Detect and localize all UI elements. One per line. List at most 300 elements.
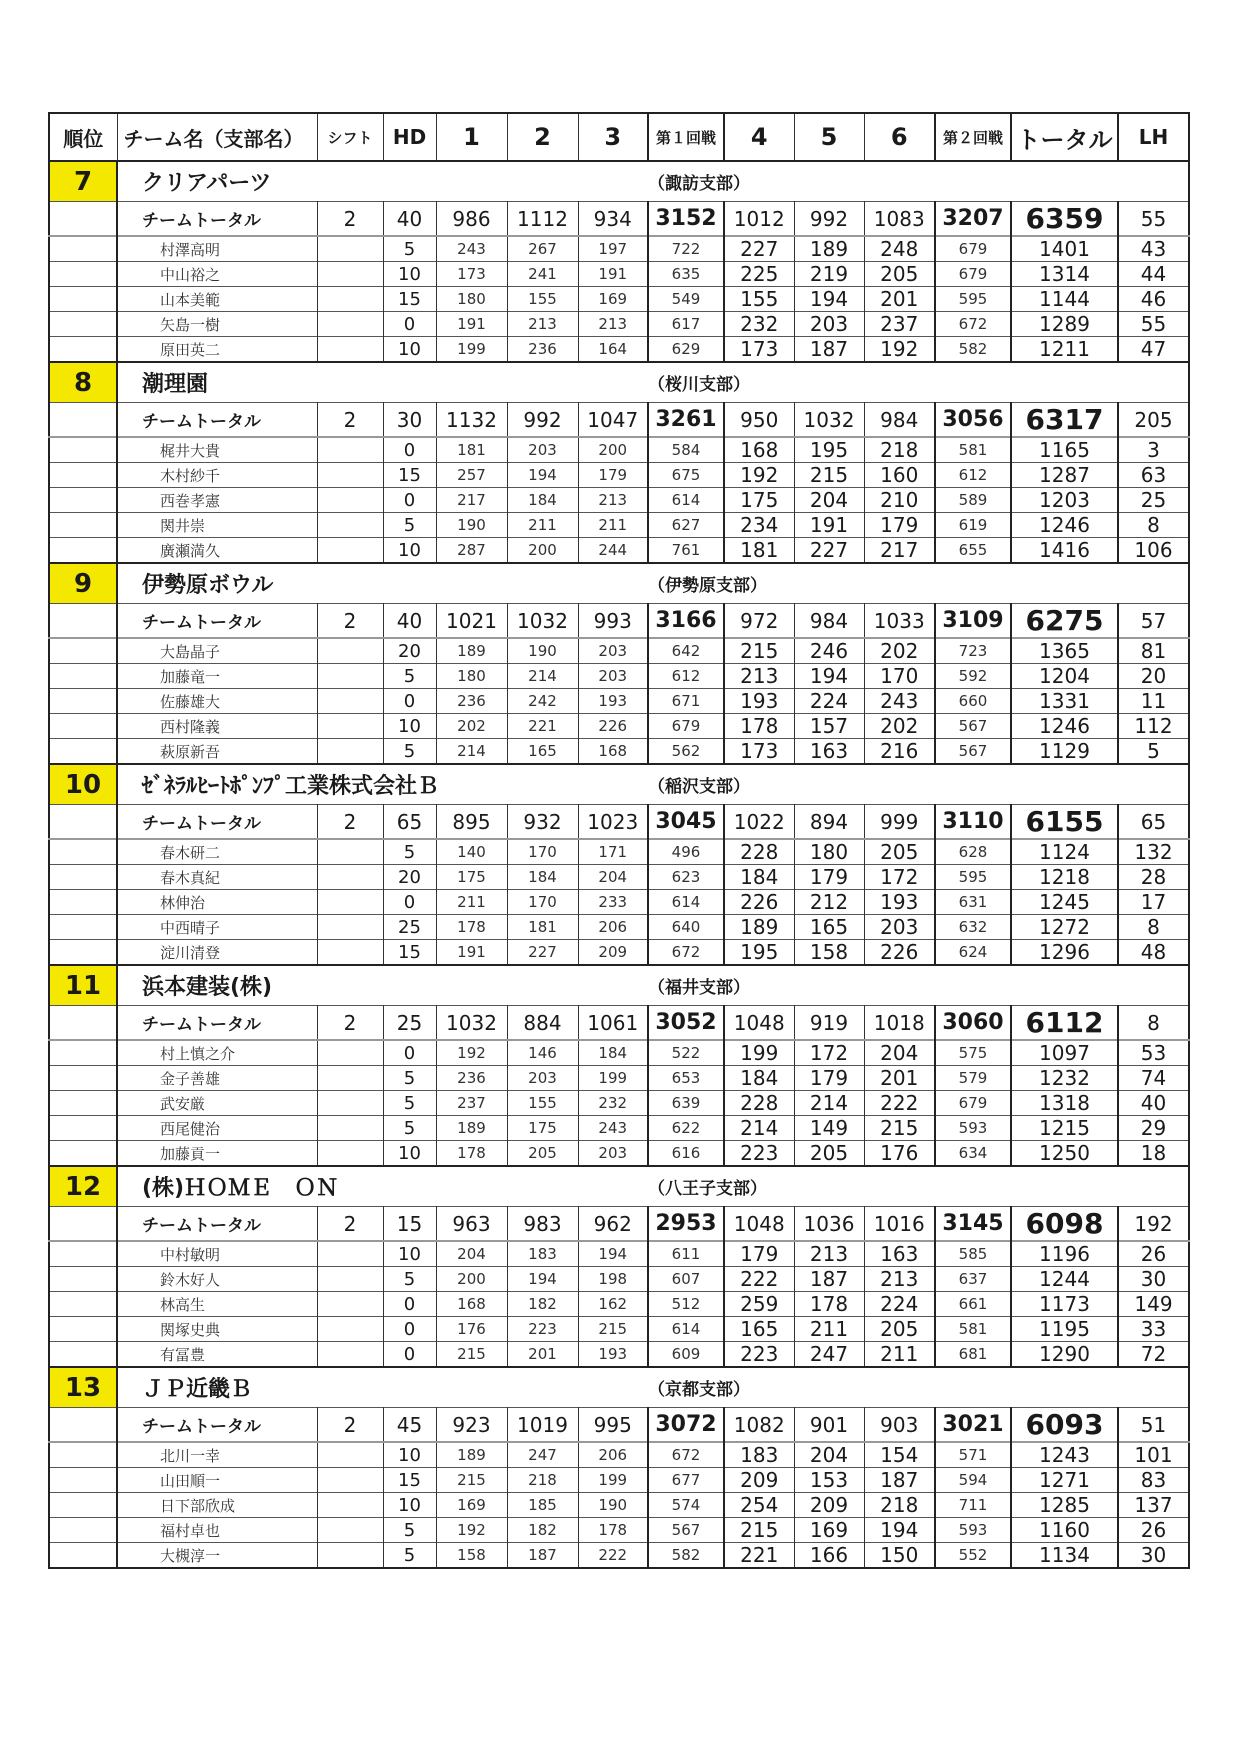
player-row (49, 1141, 1189, 1167)
team-game-5: 1036 (794, 1207, 864, 1242)
player-game-2: 187 (507, 1543, 578, 1569)
player-total: 1314 (1011, 262, 1118, 287)
player-hd: 0 (383, 689, 436, 714)
player-hd: 5 (383, 839, 436, 865)
player-hd: 0 (383, 1342, 436, 1368)
rank-empty-cell (49, 287, 117, 312)
player-hd: 5 (383, 1091, 436, 1116)
player-game-1: 191 (436, 940, 507, 966)
team-game-1: 986 (436, 202, 507, 237)
rank-empty-cell (49, 689, 117, 714)
player-round-1: 609 (648, 1342, 724, 1368)
player-hd: 10 (383, 1493, 436, 1518)
player-game-2: 185 (507, 1493, 578, 1518)
team-round-1: 3166 (648, 604, 724, 639)
player-game-5: 187 (794, 337, 864, 363)
player-total: 1318 (1011, 1091, 1118, 1116)
player-game-3: 164 (578, 337, 648, 363)
player-game-1: 215 (436, 1342, 507, 1368)
player-hd: 5 (383, 1543, 436, 1569)
player-lh: 29 (1118, 1116, 1189, 1141)
player-game-6: 201 (864, 287, 935, 312)
team-row (49, 161, 1189, 202)
player-round-2: 593 (935, 1116, 1011, 1141)
team-row (49, 965, 1189, 1006)
player-game-1: 189 (436, 1116, 507, 1141)
player-shift (317, 664, 383, 689)
branch-name: （福井支部） (648, 965, 1189, 1006)
team-shift: 2 (317, 1207, 383, 1242)
player-game-5: 213 (794, 1241, 864, 1267)
player-row (49, 1241, 1189, 1267)
player-game-4: 222 (724, 1267, 794, 1292)
team-hd: 45 (383, 1408, 436, 1443)
team-game-6: 1018 (864, 1006, 935, 1041)
player-game-1: 202 (436, 714, 507, 739)
player-game-5: 179 (794, 1066, 864, 1091)
player-game-4: 223 (724, 1342, 794, 1368)
player-shift (317, 287, 383, 312)
player-round-1: 672 (648, 940, 724, 966)
team-game-1: 895 (436, 805, 507, 840)
player-round-1: 616 (648, 1141, 724, 1167)
team-round-1: 3261 (648, 403, 724, 438)
player-game-2: 165 (507, 739, 578, 765)
player-game-1: 192 (436, 1518, 507, 1543)
player-lh: 137 (1118, 1493, 1189, 1518)
header-team-name: チーム名（支部名） (117, 113, 317, 161)
player-game-5: 163 (794, 739, 864, 765)
player-hd: 0 (383, 890, 436, 915)
team-round-1: 3152 (648, 202, 724, 237)
player-hd: 5 (383, 739, 436, 765)
player-game-3: 226 (578, 714, 648, 739)
player-game-4: 184 (724, 865, 794, 890)
player-game-3: 200 (578, 437, 648, 463)
player-name: 中村敏明 (117, 1241, 317, 1267)
player-game-4: 259 (724, 1292, 794, 1317)
player-game-6: 192 (864, 337, 935, 363)
player-round-2: 672 (935, 312, 1011, 337)
player-hd: 5 (383, 513, 436, 538)
player-hd: 10 (383, 337, 436, 363)
team-game-6: 1083 (864, 202, 935, 237)
team-round-2: 3207 (935, 202, 1011, 237)
player-shift (317, 915, 383, 940)
player-name: 中西晴子 (117, 915, 317, 940)
player-game-1: 178 (436, 915, 507, 940)
team-game-1: 963 (436, 1207, 507, 1242)
player-lh: 30 (1118, 1267, 1189, 1292)
player-total: 1246 (1011, 513, 1118, 538)
player-row (49, 1342, 1189, 1368)
player-total: 1271 (1011, 1468, 1118, 1493)
player-game-6: 248 (864, 236, 935, 262)
player-shift (317, 1267, 383, 1292)
player-row (49, 1116, 1189, 1141)
player-round-1: 635 (648, 262, 724, 287)
player-row (49, 865, 1189, 890)
player-game-1: 158 (436, 1543, 507, 1569)
player-round-1: 627 (648, 513, 724, 538)
player-game-5: 153 (794, 1468, 864, 1493)
player-lh: 8 (1118, 513, 1189, 538)
player-game-2: 218 (507, 1468, 578, 1493)
player-game-5: 214 (794, 1091, 864, 1116)
team-game-3: 934 (578, 202, 648, 237)
team-shift: 2 (317, 1006, 383, 1041)
player-game-6: 194 (864, 1518, 935, 1543)
player-total: 1250 (1011, 1141, 1118, 1167)
player-row (49, 1267, 1189, 1292)
player-round-1: 584 (648, 437, 724, 463)
player-round-2: 581 (935, 1317, 1011, 1342)
player-shift (317, 437, 383, 463)
player-game-3: 169 (578, 287, 648, 312)
rank-empty-cell (49, 1493, 117, 1518)
player-game-6: 213 (864, 1267, 935, 1292)
player-game-6: 211 (864, 1342, 935, 1368)
team-hd: 40 (383, 202, 436, 237)
player-game-1: 173 (436, 262, 507, 287)
team-grand-total: 6093 (1011, 1408, 1118, 1443)
player-round-2: 679 (935, 262, 1011, 287)
player-hd: 5 (383, 1267, 436, 1292)
player-hd: 10 (383, 1442, 436, 1468)
player-game-5: 178 (794, 1292, 864, 1317)
player-name: 福村卓也 (117, 1518, 317, 1543)
player-game-2: 236 (507, 337, 578, 363)
player-total: 1204 (1011, 664, 1118, 689)
player-game-5: 191 (794, 513, 864, 538)
team-total-label: チームトータル (117, 1207, 317, 1242)
player-game-4: 193 (724, 689, 794, 714)
player-round-1: 639 (648, 1091, 724, 1116)
player-game-2: 221 (507, 714, 578, 739)
team-game-2: 884 (507, 1006, 578, 1041)
player-round-1: 614 (648, 488, 724, 513)
player-shift (317, 1543, 383, 1569)
player-round-1: 614 (648, 890, 724, 915)
player-round-2: 679 (935, 236, 1011, 262)
player-game-5: 227 (794, 538, 864, 564)
rank-empty-cell (49, 236, 117, 262)
player-game-6: 205 (864, 1317, 935, 1342)
team-shift: 2 (317, 604, 383, 639)
team-total-label: チームトータル (117, 604, 317, 639)
rank-empty-cell (49, 714, 117, 739)
player-shift (317, 739, 383, 765)
player-row (49, 689, 1189, 714)
team-name: 潮理園 (117, 362, 648, 403)
branch-name: （伊勢原支部） (648, 563, 1189, 604)
player-round-2: 634 (935, 1141, 1011, 1167)
player-game-1: 192 (436, 1040, 507, 1066)
player-game-3: 191 (578, 262, 648, 287)
player-game-1: 236 (436, 689, 507, 714)
player-row (49, 664, 1189, 689)
rank-empty-cell (49, 890, 117, 915)
team-game-6: 984 (864, 403, 935, 438)
player-game-1: 168 (436, 1292, 507, 1317)
player-lh: 106 (1118, 538, 1189, 564)
player-shift (317, 463, 383, 488)
player-lh: 81 (1118, 638, 1189, 664)
player-lh: 5 (1118, 739, 1189, 765)
player-round-1: 653 (648, 1066, 724, 1091)
player-lh: 44 (1118, 262, 1189, 287)
player-name: 大槻淳一 (117, 1543, 317, 1569)
player-game-4: 215 (724, 1518, 794, 1543)
player-row (49, 1442, 1189, 1468)
player-name: 加藤竜一 (117, 664, 317, 689)
player-game-1: 214 (436, 739, 507, 765)
player-game-5: 172 (794, 1040, 864, 1066)
player-hd: 25 (383, 915, 436, 940)
rank-empty-cell (49, 538, 117, 564)
player-game-5: 166 (794, 1543, 864, 1569)
team-total-row (49, 604, 1189, 639)
team-total-row (49, 805, 1189, 840)
rank-empty-cell (49, 664, 117, 689)
team-name: 伊勢原ボウル (117, 563, 648, 604)
player-row (49, 714, 1189, 739)
branch-name: （桜川支部） (648, 362, 1189, 403)
player-game-2: 181 (507, 915, 578, 940)
player-row (49, 739, 1189, 765)
player-hd: 0 (383, 312, 436, 337)
rank-empty-cell (49, 940, 117, 966)
player-shift (317, 1493, 383, 1518)
player-hd: 10 (383, 1141, 436, 1167)
player-game-5: 194 (794, 664, 864, 689)
player-row (49, 1493, 1189, 1518)
player-hd: 0 (383, 488, 436, 513)
player-name: 木村紗千 (117, 463, 317, 488)
team-total-row (49, 202, 1189, 237)
player-game-1: 204 (436, 1241, 507, 1267)
player-name: 西村隆義 (117, 714, 317, 739)
player-game-6: 210 (864, 488, 935, 513)
player-total: 1244 (1011, 1267, 1118, 1292)
team-grand-total: 6275 (1011, 604, 1118, 639)
player-game-2: 201 (507, 1342, 578, 1368)
player-game-4: 178 (724, 714, 794, 739)
rank-empty-cell (49, 1241, 117, 1267)
branch-name: （京都支部） (648, 1367, 1189, 1408)
team-lh: 192 (1118, 1207, 1189, 1242)
team-shift: 2 (317, 1408, 383, 1443)
player-shift (317, 236, 383, 262)
player-game-4: 184 (724, 1066, 794, 1091)
player-total: 1287 (1011, 463, 1118, 488)
player-game-4: 181 (724, 538, 794, 564)
player-game-2: 182 (507, 1518, 578, 1543)
player-round-1: 675 (648, 463, 724, 488)
player-game-1: 169 (436, 1493, 507, 1518)
team-game-1: 1032 (436, 1006, 507, 1041)
player-lh: 72 (1118, 1342, 1189, 1368)
player-hd: 10 (383, 714, 436, 739)
player-total: 1134 (1011, 1543, 1118, 1569)
player-lh: 28 (1118, 865, 1189, 890)
player-name: 淀川清登 (117, 940, 317, 966)
rank-empty-cell (49, 1040, 117, 1066)
team-grand-total: 6112 (1011, 1006, 1118, 1041)
team-game-4: 972 (724, 604, 794, 639)
player-name: 山本美範 (117, 287, 317, 312)
player-game-5: 219 (794, 262, 864, 287)
player-game-6: 202 (864, 638, 935, 664)
rank-badge: 8 (49, 362, 117, 403)
rank-empty-cell (49, 1518, 117, 1543)
player-shift (317, 1442, 383, 1468)
player-round-2: 594 (935, 1468, 1011, 1493)
team-name: ｾﾞﾈﾗﾙﾋｰﾄﾎﾟﾝﾌﾟ工業株式会社Ｂ (117, 764, 648, 805)
player-game-4: 221 (724, 1543, 794, 1569)
player-round-1: 574 (648, 1493, 724, 1518)
player-total: 1272 (1011, 915, 1118, 940)
player-round-1: 607 (648, 1267, 724, 1292)
player-game-2: 183 (507, 1241, 578, 1267)
player-game-6: 218 (864, 437, 935, 463)
player-lh: 149 (1118, 1292, 1189, 1317)
rank-empty-cell (49, 1141, 117, 1167)
player-round-2: 593 (935, 1518, 1011, 1543)
rank-empty-cell (49, 1342, 117, 1368)
player-hd: 15 (383, 287, 436, 312)
player-game-2: 170 (507, 839, 578, 865)
player-game-3: 244 (578, 538, 648, 564)
player-lh: 26 (1118, 1241, 1189, 1267)
header-round-2: 第２回戦 (935, 113, 1011, 161)
player-game-4: 234 (724, 513, 794, 538)
player-round-1: 640 (648, 915, 724, 940)
player-total: 1196 (1011, 1241, 1118, 1267)
team-name: (株)ＨＯＭＥ ＯＮ (117, 1166, 648, 1207)
player-round-1: 512 (648, 1292, 724, 1317)
team-total-label: チームトータル (117, 403, 317, 438)
player-game-2: 194 (507, 1267, 578, 1292)
player-game-1: 180 (436, 287, 507, 312)
player-round-1: 642 (648, 638, 724, 664)
player-game-5: 157 (794, 714, 864, 739)
rank-empty-cell (49, 1292, 117, 1317)
player-game-3: 209 (578, 940, 648, 966)
rank-empty-cell (49, 805, 117, 840)
player-total: 1290 (1011, 1342, 1118, 1368)
team-total-label: チームトータル (117, 805, 317, 840)
player-lh: 8 (1118, 915, 1189, 940)
player-lh: 83 (1118, 1468, 1189, 1493)
player-game-1: 215 (436, 1468, 507, 1493)
player-shift (317, 1518, 383, 1543)
player-game-1: 199 (436, 337, 507, 363)
rank-badge: 13 (49, 1367, 117, 1408)
player-game-6: 205 (864, 839, 935, 865)
team-lh: 205 (1118, 403, 1189, 438)
player-hd: 15 (383, 1468, 436, 1493)
player-game-3: 178 (578, 1518, 648, 1543)
player-name: 村澤高明 (117, 236, 317, 262)
player-game-6: 218 (864, 1493, 935, 1518)
player-round-2: 589 (935, 488, 1011, 513)
team-row (49, 563, 1189, 604)
rank-empty-cell (49, 1442, 117, 1468)
team-row (49, 1166, 1189, 1207)
player-total: 1365 (1011, 638, 1118, 664)
team-game-2: 1032 (507, 604, 578, 639)
player-round-2: 723 (935, 638, 1011, 664)
player-shift (317, 865, 383, 890)
player-game-5: 211 (794, 1317, 864, 1342)
player-round-2: 575 (935, 1040, 1011, 1066)
player-name: 金子善雄 (117, 1066, 317, 1091)
team-game-3: 962 (578, 1207, 648, 1242)
player-round-1: 623 (648, 865, 724, 890)
branch-name: （稲沢支部） (648, 764, 1189, 805)
player-lh: 63 (1118, 463, 1189, 488)
team-hd: 15 (383, 1207, 436, 1242)
team-game-6: 903 (864, 1408, 935, 1443)
player-game-1: 140 (436, 839, 507, 865)
player-game-3: 206 (578, 915, 648, 940)
player-game-3: 168 (578, 739, 648, 765)
rank-empty-cell (49, 1408, 117, 1443)
rank-empty-cell (49, 1006, 117, 1041)
player-game-1: 180 (436, 664, 507, 689)
team-game-2: 932 (507, 805, 578, 840)
player-shift (317, 1292, 383, 1317)
player-game-1: 287 (436, 538, 507, 564)
player-row (49, 1091, 1189, 1116)
player-game-1: 176 (436, 1317, 507, 1342)
player-name: 佐藤雄大 (117, 689, 317, 714)
player-round-2: 552 (935, 1543, 1011, 1569)
player-game-4: 228 (724, 1091, 794, 1116)
team-game-2: 1019 (507, 1408, 578, 1443)
player-round-2: 631 (935, 890, 1011, 915)
player-round-1: 629 (648, 337, 724, 363)
player-name: 有冨豊 (117, 1342, 317, 1368)
player-game-6: 215 (864, 1116, 935, 1141)
team-game-6: 1033 (864, 604, 935, 639)
team-name: 浜本建装(株) (117, 965, 648, 1006)
player-hd: 0 (383, 1292, 436, 1317)
player-total: 1331 (1011, 689, 1118, 714)
player-row (49, 1543, 1189, 1569)
branch-name: （八王子支部） (648, 1166, 1189, 1207)
rank-empty-cell (49, 202, 117, 237)
player-game-4: 195 (724, 940, 794, 966)
player-total: 1211 (1011, 337, 1118, 363)
player-game-4: 199 (724, 1040, 794, 1066)
team-round-1: 3072 (648, 1408, 724, 1443)
player-game-4: 175 (724, 488, 794, 513)
player-game-1: 189 (436, 638, 507, 664)
header-game-1: 1 (436, 113, 507, 161)
header-lh: LH (1118, 113, 1189, 161)
player-game-2: 190 (507, 638, 578, 664)
player-game-2: 267 (507, 236, 578, 262)
player-game-6: 216 (864, 739, 935, 765)
team-lh: 8 (1118, 1006, 1189, 1041)
player-game-4: 228 (724, 839, 794, 865)
player-shift (317, 1116, 383, 1141)
player-shift (317, 890, 383, 915)
team-game-1: 1021 (436, 604, 507, 639)
team-game-3: 993 (578, 604, 648, 639)
